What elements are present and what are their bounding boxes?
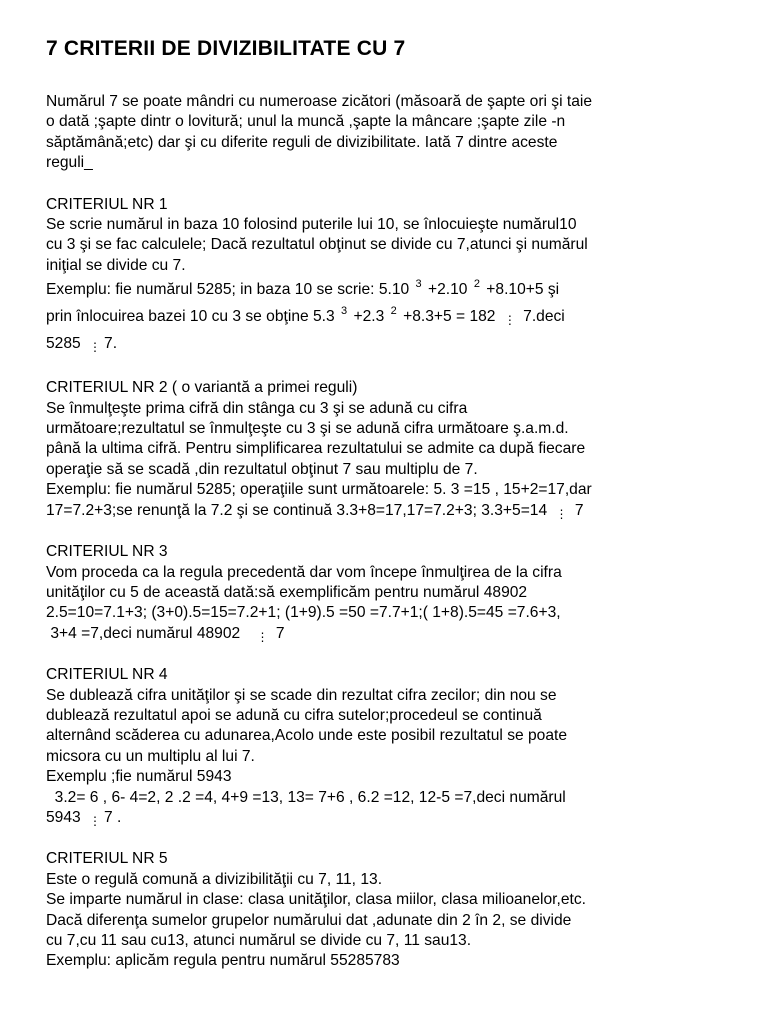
document-page (46, 36, 746, 972)
criterion-5 (46, 849, 746, 971)
text-line: Se scrie numărul in baza 10 folosind puterile lui 10, se înlocuieşte numărul10 (46, 216, 577, 234)
text: 3+4 =7,deci numărul 48902 (46, 624, 241, 642)
intro-paragraph (46, 92, 746, 174)
text-line: Se înmulţeşte prima cifră din stânga cu 3 şi se adună cu cifra (46, 399, 468, 417)
text-line: Exemplu: aplicăm regula pentru numărul 55285783 (46, 952, 400, 970)
criterion-1 (46, 195, 746, 358)
text-line: până la ultima cifră. Pentru simplificarea rezultatului se admite ca după fiecare (46, 440, 586, 458)
example-line (46, 276, 746, 303)
text-line: 3.2= 6 , 6- 4=2, 2 .2 =4, 4+9 =13, 13= 7+6 , 6.2 =12, 12-5 =7,deci numărul (46, 788, 566, 806)
text: +2.10 (428, 281, 468, 299)
text: prin înlocuirea bazei 10 cu 3 se obţine 5.3 (46, 308, 335, 326)
criterion-title: CRITERIUL NR 1 (46, 195, 168, 213)
text: 5285 (46, 335, 81, 353)
text: 7 (574, 501, 584, 519)
text-line: Dacă diferenţa sumelor grupelor numărului dat ,adunate din 2 în 2, se divide (46, 911, 572, 929)
text: Exemplu: fie numărul 5285; in baza 10 se scrie: 5.10 (46, 281, 410, 299)
text: 7 . (104, 808, 122, 826)
text-line: Este o regulă comună a divizibilităţii cu 7, 11, 13. (46, 870, 383, 888)
example-line: 17=7.2+3;se renunţă la 7.2 şi se continuă 3.3+8=17,17=7.2+3; 3.3+5=14 ⋮ 7 (46, 501, 584, 521)
criterion-3 (46, 542, 746, 644)
text-line: operaţie să se scadă ,din rezultatul obţinut 7 sau multiplu de 7. (46, 460, 478, 478)
criterion-title: CRITERIUL NR 2 ( o variantă a primei reguli) (46, 379, 358, 397)
intro-line: săptămână;etc) dar şi cu diferite reguli de divizibilitate. Iată 7 dintre aceste (46, 133, 558, 151)
text-line: micsora cu un multiplu al lui 7. (46, 747, 255, 765)
text-line: Se dublează cifra unităţilor şi se scade din rezultat cifra zecilor; din nou se (46, 686, 557, 704)
text-line: cu 7,cu 11 sau cu13, atunci numărul se divide cu 7, 11 sau13. (46, 932, 472, 949)
exponent: 3 (415, 278, 422, 291)
criterion-title: CRITERIUL NR 3 (46, 543, 168, 561)
example-line: 5943 ⋮ 7 . (46, 808, 122, 828)
text-line: Exemplu: fie numărul 5285; operaţiile sunt următoarele: 5. 3 =15 , 15+2=17,dar (46, 481, 592, 499)
text-line: Se imparte numărul in clase: clasa unităţilor, clasa miilor, clasa milioanelor,etc. (46, 891, 586, 909)
criterion-title: CRITERIUL NR 4 (46, 666, 168, 684)
intro-line: o dată ;şapte dintr o lovitură; unul la muncă ,şapte la mâncare ;şapte zile -n (46, 113, 566, 131)
text: +8.10+5 şi (486, 281, 560, 299)
text: 17=7.2+3;se renunţă la 7.2 şi se continuă 3.3+8=17,17=7.2+3; 3.3+5=14 (46, 501, 548, 519)
example-line: 3+4 =7,deci numărul 48902 ⋮ 7 (46, 624, 285, 644)
exponent: 2 (390, 305, 397, 318)
criterion-2 (46, 378, 746, 521)
criterion-title: CRITERIUL NR 5 (46, 850, 168, 868)
text: 7 (275, 624, 285, 642)
text-line: dublează rezultatul apoi se adună cu cifra sutelor;procedeul se continuă (46, 706, 542, 724)
text: +8.3+5 = 182 (403, 308, 496, 326)
text-line: cu 3 şi se fac calculele; Dacă rezultatul obţinut se divide cu 7,atunci şi numărul (46, 236, 588, 254)
example-line: prin înlocuirea bazei 10 cu 3 se obţine 5.3 $^3$ +2.3 $^2$ +8.3+5 = 182 ⋮ 7.deci (46, 305, 565, 328)
text-line: 2.5=10=7.1+3; (3+0).5=15=7.2+1; (1+9).5 =50 =7.7+1;( 1+8).5=45 =7.6+3, (46, 604, 561, 622)
exponent: 2 (473, 278, 480, 291)
text-line: următoare;rezultatul se înmulţeşte cu 3 şi se adună cifra următoare ş.a.m.d. (46, 420, 569, 438)
text: 5943 (46, 808, 81, 826)
text-line: alternând scăderea cu adunarea,Acolo unde este posibil rezultatul se poate (46, 727, 568, 745)
page-title: 7 CRITERII DE DIVIZIBILITATE CU 7 (46, 37, 406, 60)
intro-line: Numărul 7 se poate mândri cu numeroase zicători (măsoară de şapte ori şi taie (46, 93, 593, 110)
criterion-4 (46, 665, 746, 828)
intro-line: reguli_ (46, 154, 93, 172)
text: 7.deci (523, 308, 565, 326)
exponent: 3 (341, 305, 348, 318)
text-line: Vom proceda ca la regula precedentă dar vom începe înmulţirea de la cifra (46, 563, 562, 581)
text: 7. (104, 335, 118, 353)
text-line: Exemplu ;fie numărul 5943 (46, 768, 232, 786)
text-line: iniţial se divide cu 7. (46, 256, 186, 274)
example-line: 5285 ⋮ 7. (46, 335, 118, 355)
text: +2.3 (353, 308, 385, 326)
text-line: unităţilor cu 5 de această dată:să exemplificăm pentru numărul 48902 (46, 583, 528, 601)
